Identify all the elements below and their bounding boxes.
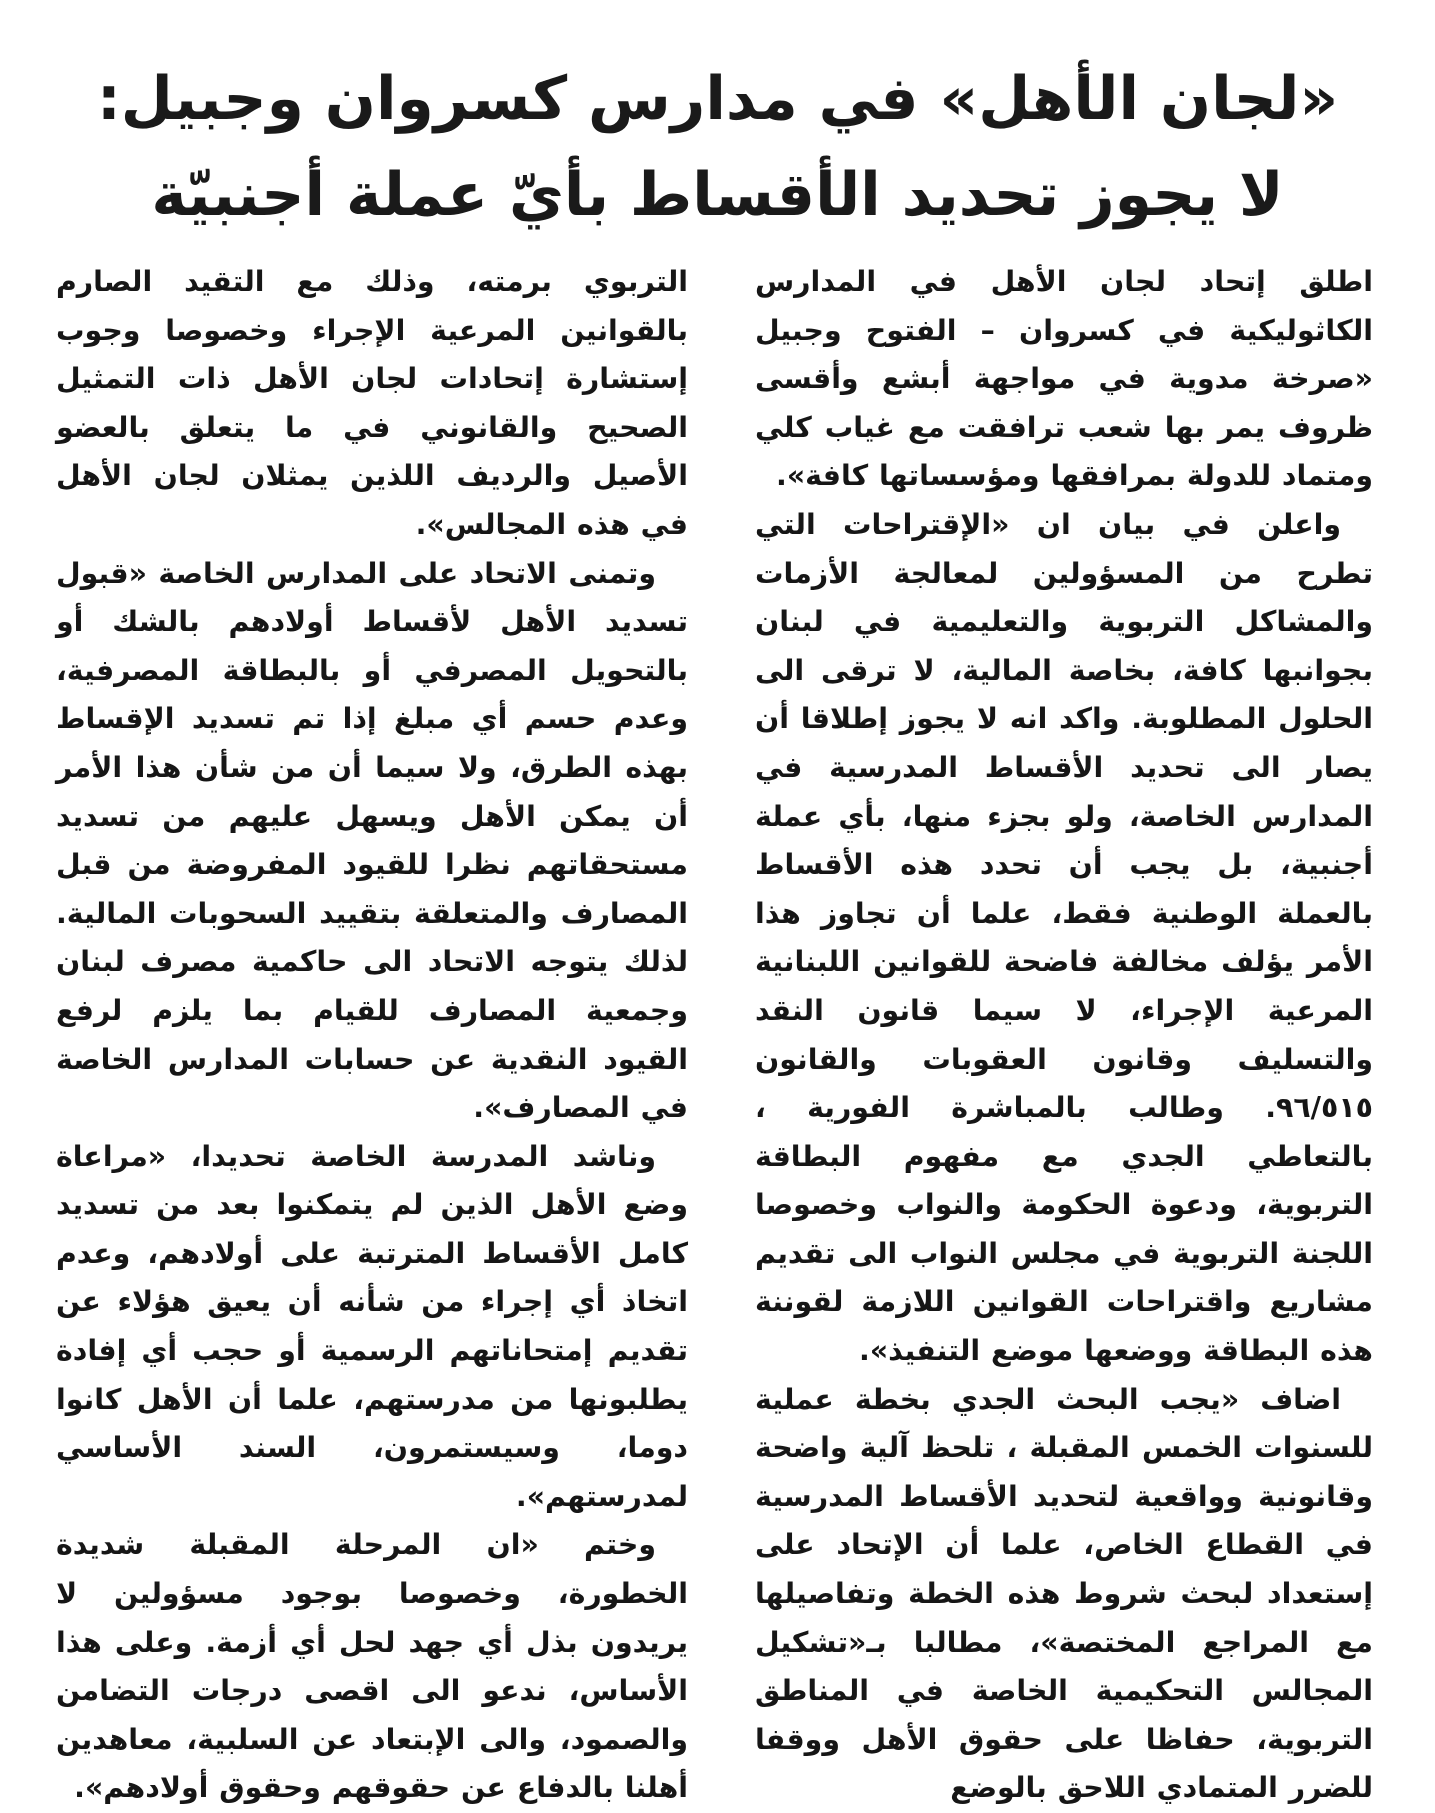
paragraph: وناشد المدرسة الخاصة تحديدا، «مراعاة وضع الأهل الذين لم يتمكنوا بعد من تسديد كامل الأقساط المترتبة على أولادهم، وعدم اتخاذ أي إجراء من شأنه أن يعيق هؤلاء عن تقديم إمتحاناتهم الرسمية أو حجب أي إفادة يطلبونها من مدرستهم، علما أن الأهل كانوا دوما، وسيستمرون، السند الأساسي لمدرستهم». [56,1139,688,1513]
article-body [48,258,1395,1805]
paragraph: وتمنى الاتحاد على المدارس الخاصة «قبول تسديد الأهل لأقساط أولادهم بالشك أو بالتحويل المصرفي أو بالبطاقة المصرفية، وعدم حسم أي مبلغ إذا تم تسديد الإقساط بهذه الطرق، ولا سيما أن من شأن هذا الأمر أن يمكن الأهل ويسهل عليهم من تسديد مستحقاتهم نظرا للقيود المفروضة من قبل المصارف والمتعلقة بتقييد السحوبات المالية. لذلك يتوجه الاتحاد الى حاكمية مصرف لبنان وجمعية المصارف للقيام بما يلزم لرفع القيود النقدية عن حسابات المدارس الخاصة في المصارف». [56,556,688,1125]
column-right [745,258,1395,1805]
article-headline [50,51,1385,256]
headline-line-2: لا يجوز تحديد الأقساط بأيّ عملة أجنبيّة [151,160,1284,231]
column-left [48,258,698,1805]
paragraph: اطلق إتحاد لجان الأهل في المدارس الكاثوليكية في كسروان – الفتوح وجبيل «صرخة مدوية في مواجهة أبشع وأقسى ظروف يمر بها شعب ترافقت مع غياب كلي ومتماد للدولة بمرافقها ومؤسساتها كافة». [755,265,1373,493]
paragraph: اضاف «يجب البحث الجدي بخطة عملية للسنوات الخمس المقبلة ، تلحظ آلية واضحة وقانونية وواقعية لتحديد الأقساط المدرسية في القطاع الخاص، علما أن الإتحاد على إستعداد لبحث شروط هذه الخطة وتفاصيلها مع المراجع المختصة»، مطالبا بـ«تشكيل المجالس التحكيمية الخاصة في المناطق التربوية، حفاظا على حقوق الأهل ووقفا للضرر المتمادي اللاحق بالوضع [755,1382,1373,1805]
headline-line-1: «لجان الأهل» في مدارس كسروان وجبيل: [96,64,1339,135]
paragraph: واعلن في بيان ان «الإقتراحات التي تطرح من المسؤولين لمعالجة الأزمات والمشاكل التربوية والتعليمية في لبنان بجوانبها كافة، بخاصة المالية، لا ترقى الى الحلول المطلوبة. واكد انه لا يجوز إطلاقا أن يصار الى تحديد الأقساط المدرسية في المدارس الخاصة، ولو بجزء منها، بأي عملة أجنبية، بل يجب أن تحدد هذه الأقساط بالعملة الوطنية فقط، علما أن تجاوز هذا الأمر يؤلف مخالفة فاضحة للقوانين اللبنانية المرعية الإجراء، لا سيما قانون النقد والتسليف وقانون العقوبات والقانون ٩٦/٥١٥. وطالب بالمباشرة الفورية ، بالتعاطي الجدي مع مفهوم البطاقة التربوية، ودعوة الحكومة والنواب وخصوصا اللجنة التربوية في مجلس النواب الى تقديم مشاريع واقتراحات القوانين اللازمة لقوننة هذه البطاقة ووضعها موضع التنفيذ». [755,507,1373,1368]
paragraph: التربوي برمته، وذلك مع التقيد الصارم بالقوانين المرعية الإجراء وخصوصا وجوب إستشارة إتحادات لجان الأهل ذات التمثيل الصحيح والقانوني في ما يتعلق بالعضو الأصيل والرديف اللذين يمثلان لجان الأهل في هذه المجالس». [56,265,688,541]
paragraph: وختم «ان المرحلة المقبلة شديدة الخطورة، وخصوصا بوجود مسؤولين لا يريدون بذل أي جهد لحل أي أزمة. وعلى هذا الأساس، ندعو الى اقصى درجات التضامن والصمود، والى الإبتعاد عن السلبية، معاهدين أهلنا بالدفاع عن حقوقهم وحقوق أولادهم». [56,1528,688,1805]
